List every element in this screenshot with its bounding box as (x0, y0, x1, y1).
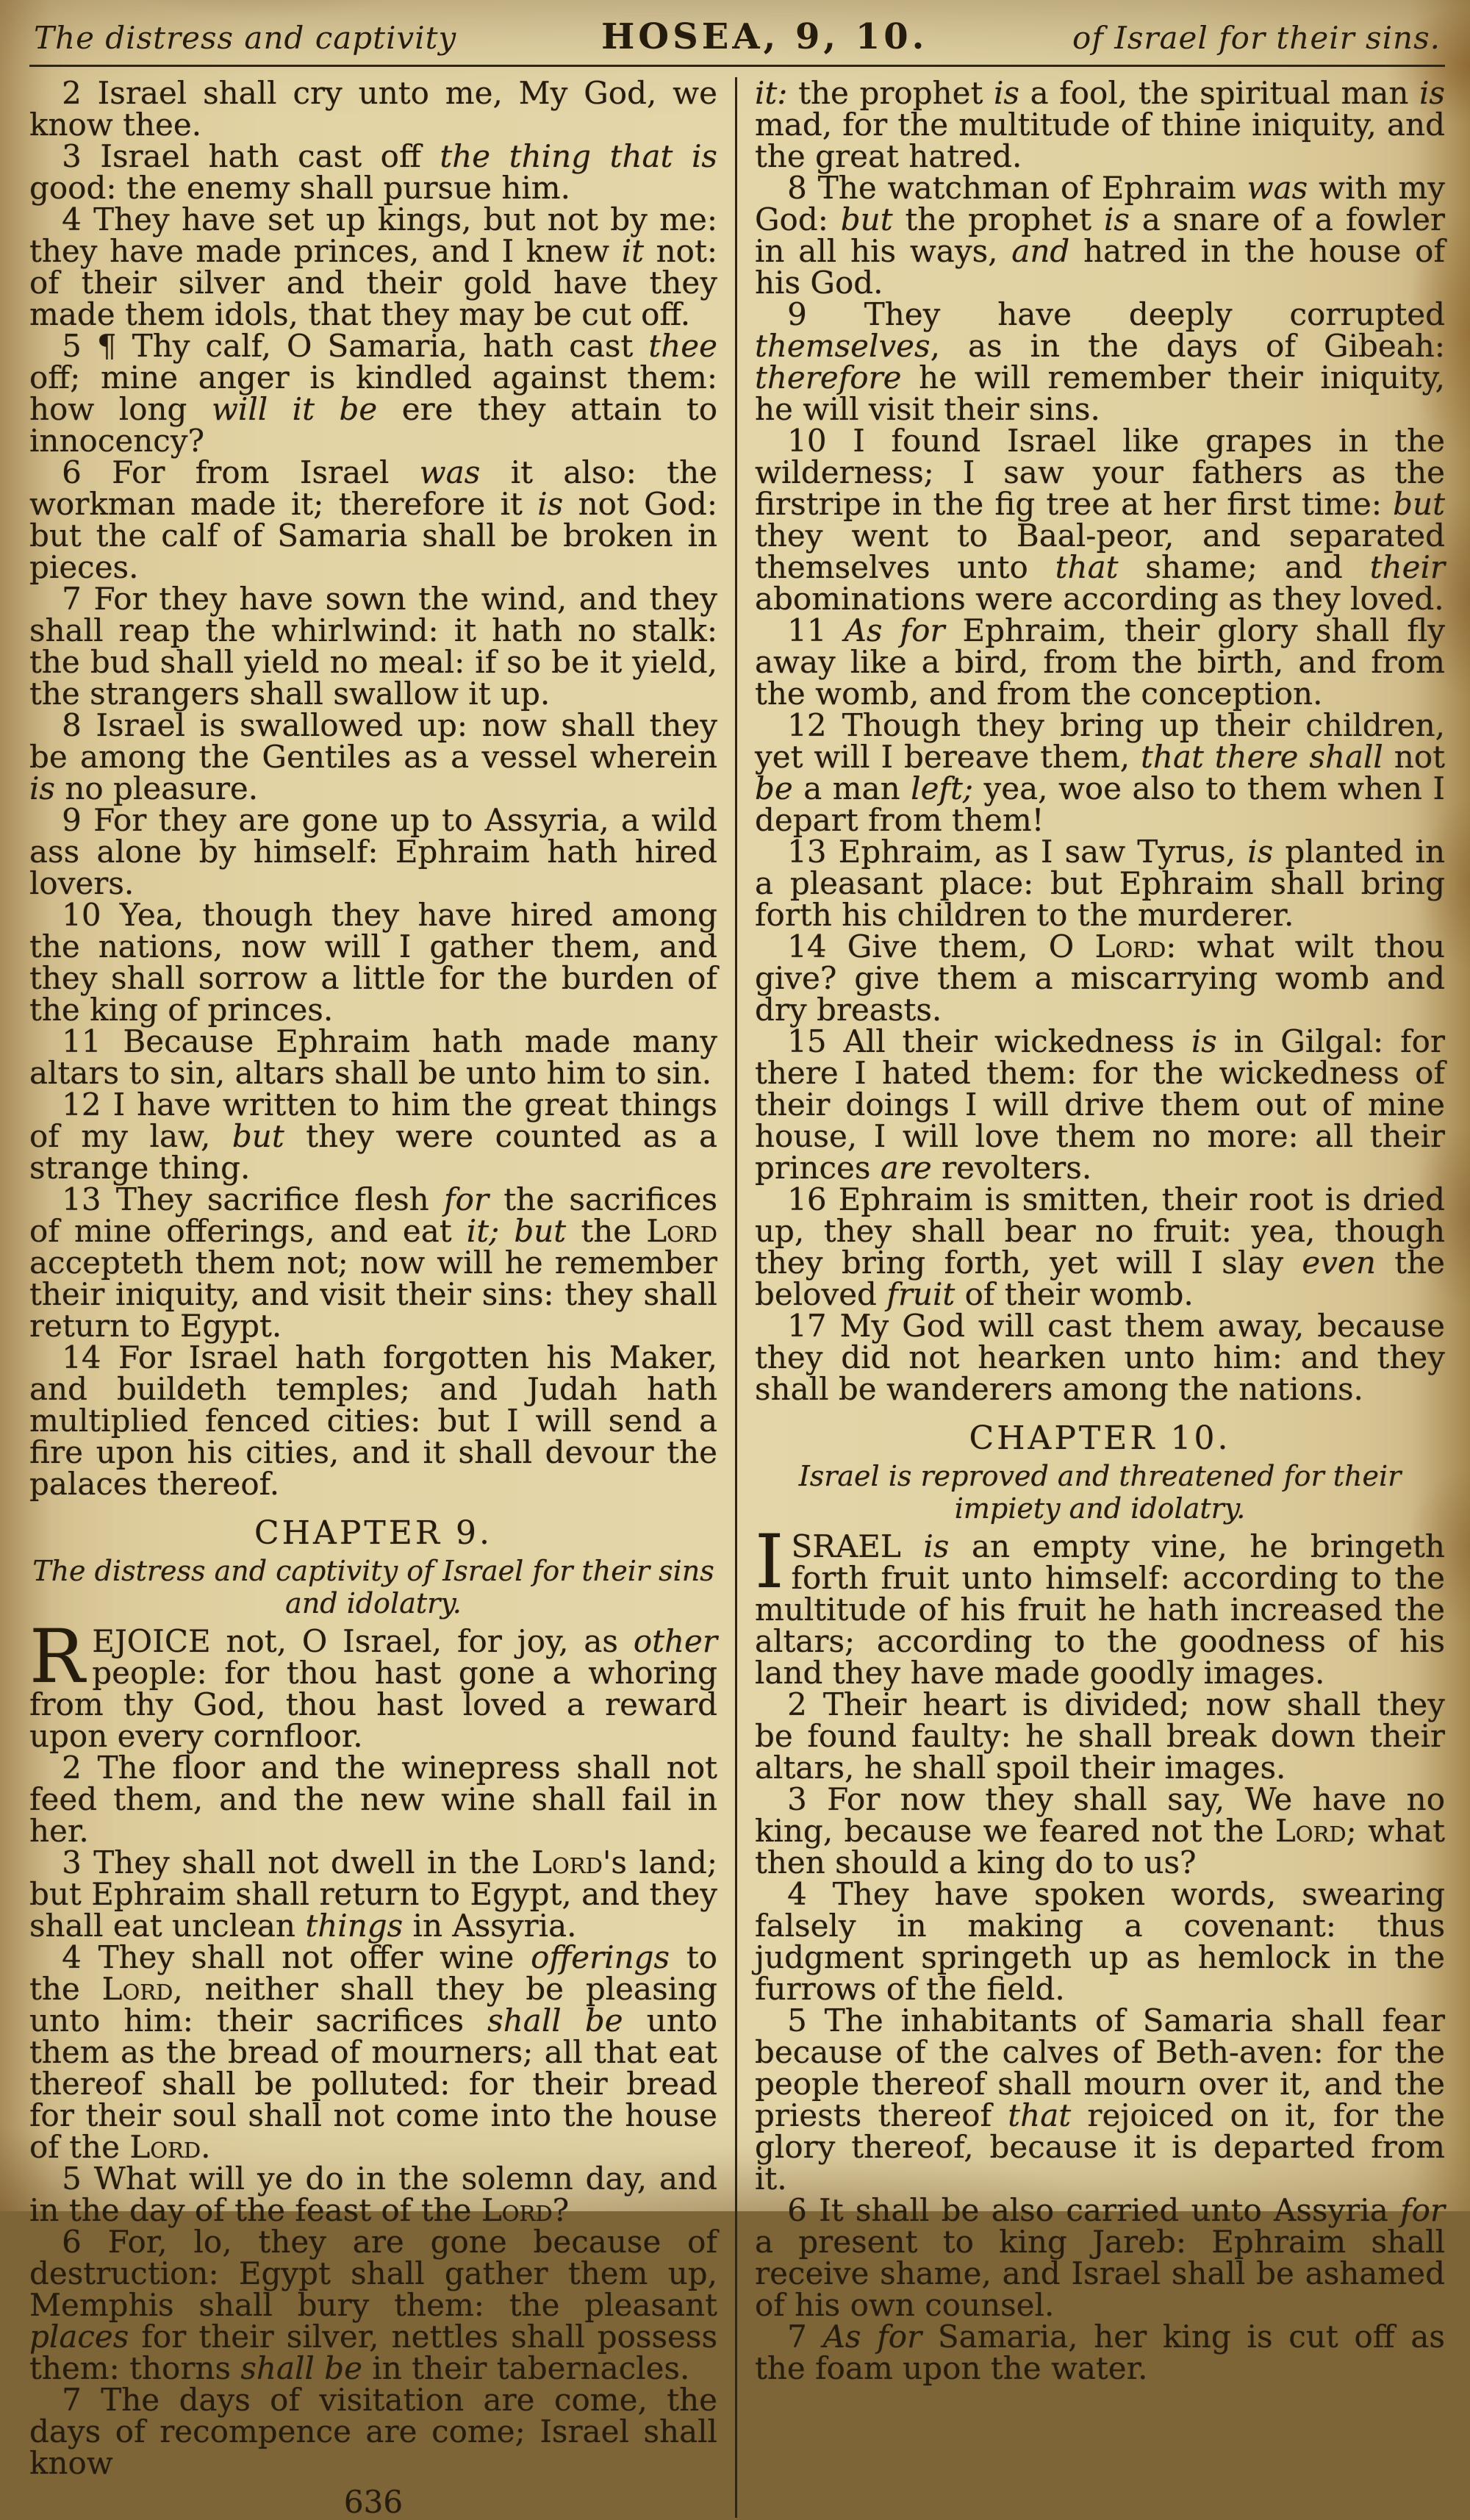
verse: 3 For now they shall say, We have no king, because we feared not the Lord; what then should a king do to us? (755, 1781, 1445, 1880)
verse: 3 Israel hath cast off the thing that is good: the enemy shall pursue him. (29, 138, 717, 206)
verse: 10 Yea, though they have hired among the nations, now will I gather them, and they shall sorrow a little for the burden of the king of princes. (29, 897, 717, 1028)
column-right (737, 77, 1445, 2518)
verse: 7 As for Samaria, her king is cut off as the foam upon the water. (755, 2319, 1445, 2386)
verse: 4 They shall not offer wine offerings to the Lord, neither shall they be pleasing unto him: their sacrifices shall be unto them as the bread of mourners; all that eat thereof shall be polluted: for their bread for their soul shall not come into the house of the Lord. (29, 1939, 717, 2165)
verse: 6 It shall be also carried unto Assyria for a present to king Jareb: Ephraim shall receive shame, and Israel shall be ashamed of his own counsel. (755, 2192, 1445, 2323)
verse: 2 Israel shall cry unto me, My God, we know thee. (29, 75, 717, 143)
verse: 4 They have set up kings, but not by me: they have made princes, and I knew it not: of their silver and their gold have they made them idols, that they may be cut off. (29, 201, 717, 332)
header-right-caption: of Israel for their sins. (1072, 20, 1441, 56)
verse: 5 The inhabitants of Samaria shall fear because of the calves of Beth-aven: for the people thereof shall mourn over it, and the priests thereof that rejoiced on it, for the glory thereof, because it is departed from it. (755, 2002, 1445, 2197)
page-heading: HOSEA, 9, 10. (600, 16, 928, 57)
verse: 4 They have spoken words, swearing falsely in making a covenant: thus judgment springeth up as hemlock in the furrows of the field. (755, 1876, 1445, 2007)
verse: 14 Give them, O Lord: what wilt thou give? give them a miscarrying womb and dry breasts. (755, 928, 1446, 1028)
page-number: 636 (343, 2484, 404, 2520)
verse: 12 I have written to him the great things of my law, but they were counted as a strange thing. (29, 1087, 717, 1186)
verse: 3 They shall not dwell in the Lord's land; but Ephraim shall return to Egypt, and they shall eat unclean things in Assyria. (29, 1844, 717, 1944)
verse: 5 ¶ Thy calf, O Samaria, hath cast thee off; mine anger is kindled against them: how long will it be ere they attain to innocency? (29, 328, 717, 459)
verse: 7 For they have sown the wind, and they shall reap the whirlwind: it hath no stalk: the bud shall yield no meal: if so be it yield, the strangers shall swallow it up. (29, 581, 717, 712)
verse: 9 They have deeply corrupted themselves, as in the days of Gibeah: therefore he will remember their iniquity, he will visit their sins. (755, 296, 1445, 427)
chapter-summary: Israel is reproved and threatened for their impiety and idolatry. (798, 1460, 1402, 1525)
verse: 8 The watchman of Ephraim was with my God: but the prophet is a snare of a fowler in all his ways, and hatred in the house of his God. (755, 170, 1446, 301)
chapter-heading: CHAPTER 9. (254, 1514, 492, 1552)
verse: 2 The floor and the winepress shall not feed them, and the new wine shall fail in her. (29, 1750, 717, 1849)
verse: it: the prophet is a fool, the spiritual man is mad, for the multitude of thine iniquity, and the great hatred. (755, 75, 1445, 174)
verse: 13 They sacrifice flesh for the sacrifices of mine offerings, and eat it; but the Lord accepteth them not; now will he remember their iniquity, and visit their sins: they shall return to Egypt. (29, 1181, 718, 1344)
verse: 11 As for Ephraim, their glory shall fly away like a bird, from the birth, and from the womb, and from the conception. (755, 612, 1445, 712)
verse: ISRAEL is an empty vine, he bringeth forth fruit unto himself: according to the multitude of his fruit he hath increased the altars; according to the goodness of his land they have made goodly images. (755, 1519, 1445, 1691)
text-columns (29, 67, 1445, 2518)
verse: 8 Israel is swallowed up: now shall they be among the Gentiles as a vessel wherein is no pleasure. (29, 707, 717, 806)
verse: 10 I found Israel like grapes in the wilderness; I saw your fathers as the firstripe in the fig tree at her first time: but they went to Baal-peor, and separated themselves unto that shame; and their abominations were according as they loved. (755, 423, 1445, 617)
chapter-summary: The distress and captivity of Israel for their sins and idolatry. (32, 1555, 714, 1619)
verse: 9 For they are gone up to Assyria, a wild ass alone by himself: Ephraim hath hired lovers. (29, 802, 717, 901)
verse: 11 Because Ephraim hath made many altars to sin, altars shall be unto him to sin. (29, 1023, 717, 1091)
verse: 12 Though they bring up their children, yet will I bereave them, that there shall not be a man left; yea, woe also to them when I depart from them! (755, 707, 1445, 838)
verse: 15 All their wickedness is in Gilgal: for there I hated them: for the wickedness of their doings I will drive them out of mine house, I will love them no more: all their princes are revolters. (755, 1023, 1445, 1186)
running-header (29, 10, 1445, 67)
verse: 14 For Israel hath forgotten his Maker, and buildeth temples; and Judah hath multiplied fenced cities: but I will send a fire upon his cities, and it shall devour the palaces thereof. (29, 1339, 717, 1502)
verse: 17 My God will cast them away, because they did not hearken unto him: and they shall be wanderers among the nations. (755, 1308, 1445, 1407)
verse: 2 Their heart is divided; now shall they be found faulty: he shall break down their altars, he shall spoil their images. (755, 1686, 1445, 1786)
verse: 5 What will ye do in the solemn day, and in the day of the feast of the Lord? (29, 2161, 717, 2228)
column-left (29, 77, 737, 2518)
verse: 13 Ephraim, as I saw Tyrus, is planted in a pleasant place: but Ephraim shall bring forth his children to the murderer. (755, 834, 1445, 933)
verse: REJOICE not, O Israel, for joy, as other people: for thou hast gone a whoring from thy God, thou hast loved a reward upon every cornfloor. (29, 1614, 717, 1754)
verse: 16 Ephraim is smitten, their root is dried up, they shall bear no fruit: yea, though they bring forth, yet will I slay even the beloved fruit of their womb. (755, 1181, 1445, 1312)
verse: 6 For, lo, they are gone because of destruction: Egypt shall gather them up, Memphis shall bury them: the pleasant places for their silver, nettles shall possess them: thorns shall be in their tabernacles. (29, 2224, 717, 2386)
chapter-heading: CHAPTER 10. (969, 1420, 1231, 1457)
verse: 6 For from Israel was it also: the workman made it; therefore it is not God: but the calf of Samaria shall be broken in pieces. (29, 454, 718, 585)
verse: 7 The days of visitation are come, the days of recompence are come; Israel shall know (29, 2382, 717, 2481)
header-left-caption: The distress and captivity (34, 20, 457, 56)
